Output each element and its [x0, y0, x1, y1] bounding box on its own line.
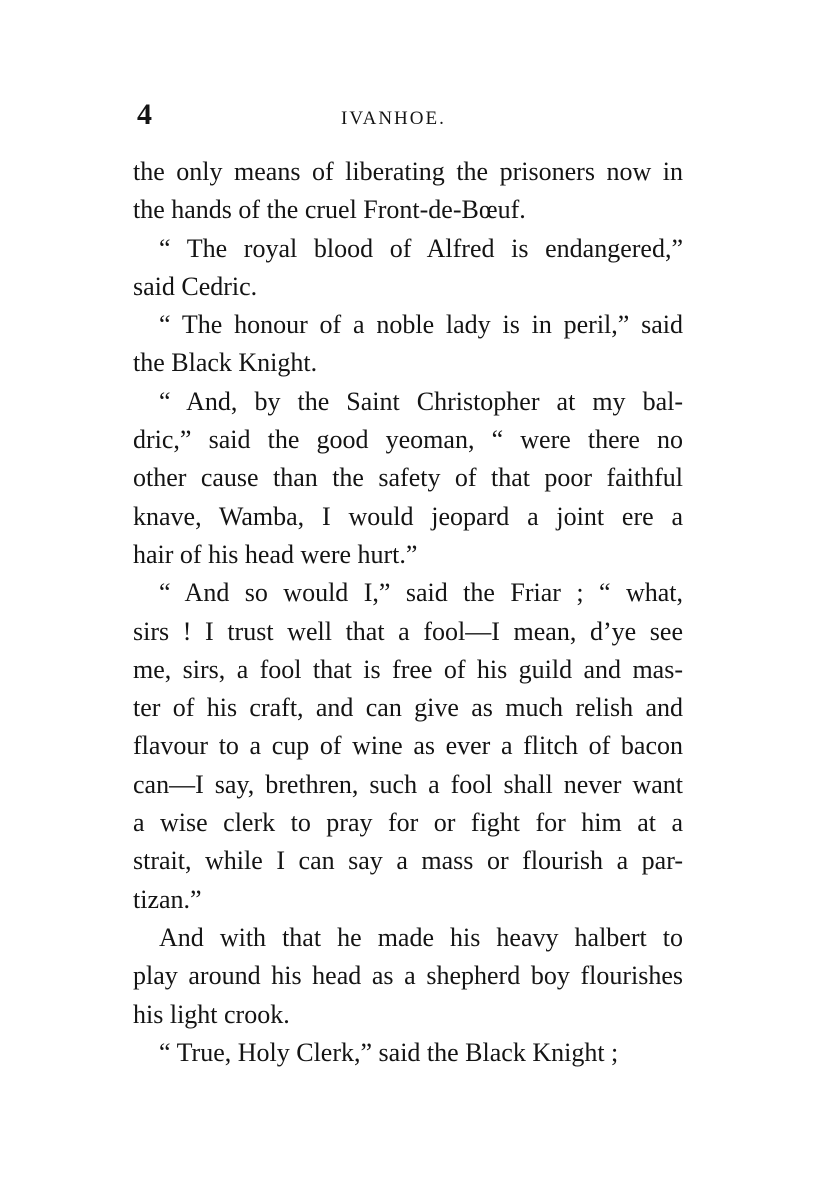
text-line: strait, while I can say a mass or flourish a par- — [133, 846, 683, 876]
text-line: his light crook. — [133, 999, 290, 1029]
text-line: “ The honour of a noble lady is in peril,” said — [159, 310, 683, 340]
text-line: sirs ! I trust well that a fool—I mean, d’ye see — [133, 616, 683, 646]
text-line: a wise clerk to pray for or fight for him at a — [133, 808, 683, 838]
text-line: hair of his head were hurt.” — [133, 539, 418, 569]
text-line: dric,” said the good yeoman, “ were there no — [133, 425, 683, 455]
page-header — [133, 100, 683, 136]
paragraph — [133, 1034, 683, 1072]
paragraph — [133, 153, 683, 230]
text-line: said Cedric. — [133, 271, 258, 301]
text-line: me, sirs, a fool that is free of his guild and mas- — [133, 654, 683, 684]
paragraph — [133, 919, 683, 1034]
text-line: “ And so would I,” said the Friar ; “ what, — [159, 578, 683, 608]
paragraph — [133, 574, 683, 919]
paragraph — [133, 306, 683, 383]
text-line: And with that he made his heavy halbert to — [159, 922, 683, 952]
text-line: the Black Knight. — [133, 348, 318, 378]
text-line: the only means of liberating the prisoners now in — [133, 157, 683, 186]
text-line: tizan.” — [133, 884, 202, 914]
text-line: “ The royal blood of Alfred is endangered,” — [159, 233, 683, 263]
text-line: can—I say, brethren, such a fool shall never want — [133, 769, 683, 799]
page-number: 4 — [137, 98, 152, 131]
running-title: IVANHOE. — [341, 108, 446, 129]
text-line: knave, Wamba, I would jeopard a joint ere a — [133, 501, 683, 531]
text-line: the hands of the cruel Front-de-Bœuf. — [133, 195, 526, 225]
text-line: other cause than the safety of that poor faithful — [133, 463, 683, 493]
text-line: flavour to a cup of wine as ever a flitch of bacon — [133, 731, 683, 761]
body-text — [133, 153, 683, 1072]
text-line: ter of his craft, and can give as much relish and — [133, 693, 683, 723]
text-line: play around his head as a shepherd boy flourishes — [133, 961, 683, 991]
paragraph — [133, 383, 683, 574]
paragraph — [133, 230, 683, 307]
text-line: “ And, by the Saint Christopher at my bal- — [159, 386, 683, 416]
text-line: “ True, Holy Clerk,” said the Black Knight ; — [159, 1037, 619, 1067]
